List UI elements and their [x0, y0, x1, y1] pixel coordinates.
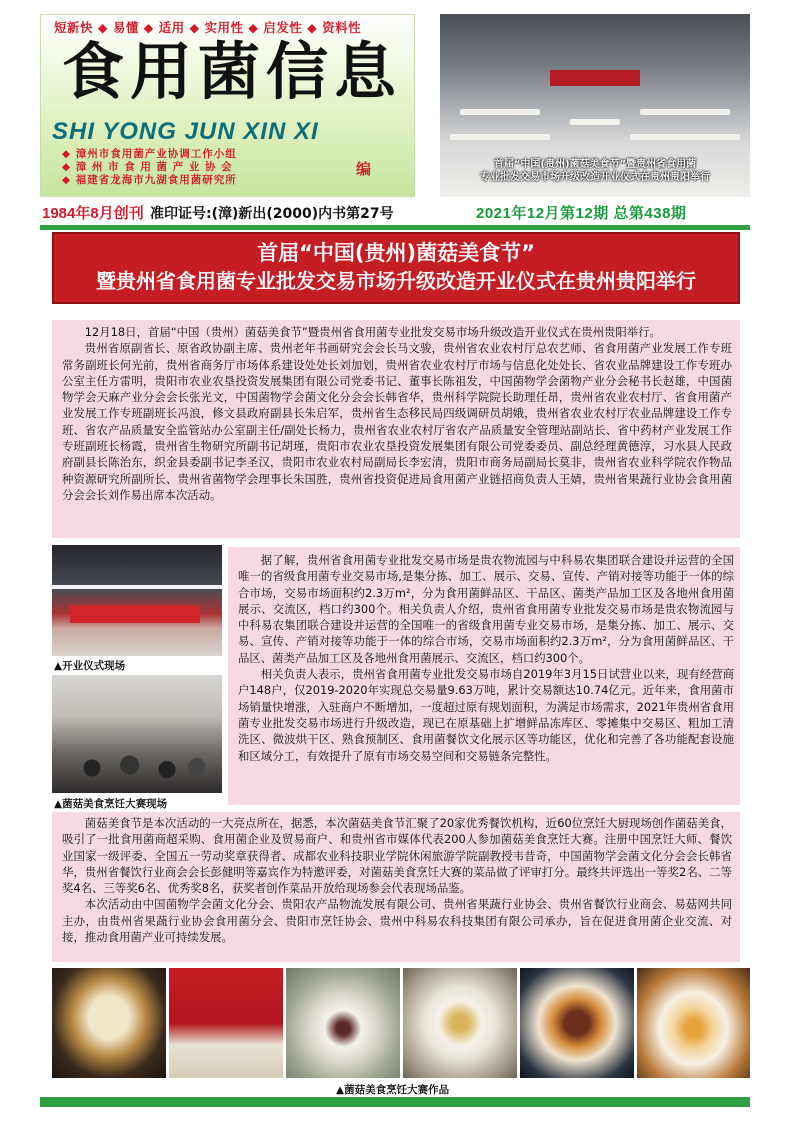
- article-section-2: [238, 552, 734, 764]
- publisher-item: ◆ 漳州市食用菌产业协调工作小组: [62, 148, 237, 160]
- article-section-3: [62, 815, 732, 945]
- dish-photo: [520, 968, 634, 1078]
- photo-caption: ▲菌菇美食烹饪大赛现场: [54, 798, 168, 810]
- headline-line1: 首届“中国(贵州)菌菇美食节”: [257, 241, 535, 265]
- dish-photo: [403, 968, 517, 1078]
- article-paragraph: 据了解，贵州省食用菌专业批发交易市场是贵农物流园与中科易农集团联合建设并运营的全国唯一的省级食用菌专业交易市场,是集分拣、加工、展示、交易、宣传、产销对接等功能于一体的综合市场，交易市场面积约2.3万m²，分为食用菌鲜品区、干品区、菌类产品加工区及各地州食用菌展示、交流区，档口约300个。相关负责人介绍，贵州省食用菌专业批发交易市场是贵农物流园与中科易农集团联合建设并运营的全国唯一的省级食用菌专业交易市场，是集分拣、加工、展示、交易、宣传、产销对接等功能于一体的综合市场，交易市场面积约2.3万m²，分为食用菌鲜品区、干品区、菌类产品加工区及各地州食用菌展示、交流区，档口约300个。: [238, 553, 734, 665]
- edit-label: 编: [356, 160, 372, 178]
- opening-ceremony-photo: [52, 545, 222, 656]
- caption-line: 首届“中国(贵州)菌菇美食节”暨贵州省食用菌: [493, 159, 697, 170]
- cooking-contest-photo: [52, 675, 222, 793]
- photo-crowd: [62, 753, 212, 783]
- table-row-shape: [570, 119, 620, 125]
- dish-photo: [637, 968, 750, 1078]
- photo-stage-backdrop: [70, 605, 200, 623]
- article-paragraph: 12月18日，首届“中国（贵州）菌菇美食节”暨贵州省食用菌专业批发交易市场升级改造开业仪式在贵州贵阳举行。: [84, 325, 661, 339]
- table-row-shape: [640, 109, 730, 115]
- article-section-1: [62, 324, 732, 503]
- photo-caption: ▲开业仪式现场: [54, 660, 126, 672]
- headline-banner: [52, 232, 740, 304]
- stage-banner: [550, 70, 640, 86]
- dish-photo: [286, 968, 400, 1078]
- article-paragraph: 菌菇美食节是本次活动的一大亮点所在，据悉，本次菌菇美食节汇聚了20家优秀餐饮机构，近60位烹饪大厨现场创作菌菇美食，吸引了一批食用菌商超采购、食用菌企业及贸易商户、和贵州省市媒体代表200人参加菌菇美食烹饪大赛。注册中国烹饪大师、餐饮业国家一级评委、全国五一劳动奖章获得者、成都农业科技职业学院休闲旅游学院副教授韦昔奇，中国菌物学会菌文化分会会长韩省华，贵州省餐饮行业商会会长彭健明等嘉宾作为特邀评委，对菌菇美食烹饪大赛的菜品做了评审打分。最终共评选出一等奖2名、二等奖4名、三等奖6名、优秀奖8名，获奖者创作菜品开放给现场参会代表现场品鉴。: [62, 816, 732, 896]
- newspaper-title: 食用菌信息: [62, 35, 403, 108]
- photo-light-strip: [52, 585, 222, 589]
- publisher-item: ◆ 福建省龙海市九湖食用菌研究所: [62, 174, 237, 186]
- top-photo-caption: [444, 158, 746, 184]
- dish-photo: [52, 968, 166, 1078]
- newspaper-title-pinyin: SHI YONG JUN XIN XI: [52, 118, 319, 145]
- dish-photo: [169, 968, 283, 1078]
- table-row-shape: [460, 109, 540, 115]
- table-row-shape: [630, 134, 740, 140]
- founded-date: 1984年8月创刊: [42, 205, 144, 222]
- publisher-list: [62, 148, 237, 187]
- green-divider: [40, 225, 750, 230]
- caption-line: 专业批发交易市场升级改造开业仪式在贵州贵阳举行: [480, 172, 710, 183]
- masthead-slogan: 短新快 ◆ 易懂 ◆ 适用 ◆ 实用性 ◆ 启发性 ◆ 资料性: [54, 20, 362, 35]
- article-paragraph: 贵州省原副省长、原省政协副主席、贵州老年书画研究会会长马文骏，贵州省农业农村厅总农艺师、省食用菌产业发展工作专班常务副班长何光前，贵州省商务厅市场体系建设处处长刘加划，贵州省农业农村厅市场与信息化处处长、省农业品牌建设工作专班办公室主任方雷明，贵阳市农业农垦投资发展集团有限公司党委书记、董事长陈祖发，中国菌物学会菌物产业分会秘书长赵雄，中国菌物学会天麻产业分会会长张光文，中国菌物学会菌文化分会会长韩省华，贵州科学院院长助理任昂，贵州省农业农村厅、省食用菌产业发展工作专班副班长冯浪，修文县政府副县长朱启军，贵州省生态移民局四级调研员胡娥，贵州省农业农村厅农业品牌建设工作专班、省农产品质量安全监管站办公室副主任/副处长杨力，贵州省农业农村厅省农产品质量安全管理站副站长、省中药材产业发展工作专班副班长杨霞，贵州省生物研究所副书记胡瑾，贵阳市农业农垦投资发展集团有限公司党委委员、副总经理黄德淳，习水县人民政府副县长陈治东，织金县委副书记李圣汉，贵阳市农业农村局副局长李宏清，贵阳市商务局副局长莫非，贵州省农业科学院农作物品种资源研究所副所长、贵州省菌物学会理事长朱国胜，贵州省投资促进局食用菌产业链招商负责人王婧，贵州省果蔬行业协会食用菌分会会长刘作易出席本次活动。: [62, 341, 732, 502]
- green-footer-bar: [40, 1097, 750, 1107]
- table-row-shape: [450, 134, 550, 140]
- article-paragraph: 本次活动由中国菌物学会菌文化分会、贵阳农产品物流发展有限公司、贵州省果蔬行业协会、贵州省餐饮行业商会、易菇网共同主办，由贵州省果蔬行业协会食用菌分会、贵阳市烹饪协会、贵州中科易农科技集团有限公司承办，旨在促进食用菌企业交流、对接，推动食用菌产业可持续发展。: [62, 897, 732, 945]
- headline-line2: 暨贵州省食用菌专业批发交易市场升级改造开业仪式在贵州贵阳举行: [96, 269, 696, 293]
- issue-number: 2021年12月第12期 总第438期: [476, 205, 687, 222]
- publisher-item: ◆ 漳 州 市 食 用 菌 产 业 协 会: [62, 161, 233, 173]
- permit-number: 准印证号:(漳)新出(2000)内书第27号: [150, 206, 394, 222]
- article-paragraph: 相关负责人表示，贵州省食用菌专业批发交易市场自2019年3月15日试营业以来，现有经营商户148户，仅2019-2020年实现总交易量9.63万吨，累计交易额达10.74亿元。近年来，食用菌市场销量快增涨，入驻商户不断增加，一度超过原有规划面积，为满足市场需求，2021年贵州省食用菌专业批发交易市场进行升级改造，现已在原基础上扩增鲜品冻库区、零摊集中交易区、粗加工清洗区、微波烘干区、熟食预制区、食用菌餐饮文化展示区等功能区，优化和完善了各功能配套设施和区域分工，有效提升了原有市场交易空间和交易链条完整性。: [238, 667, 735, 763]
- photo-caption: ▲菌菇美食烹饪大赛作品: [336, 1084, 450, 1096]
